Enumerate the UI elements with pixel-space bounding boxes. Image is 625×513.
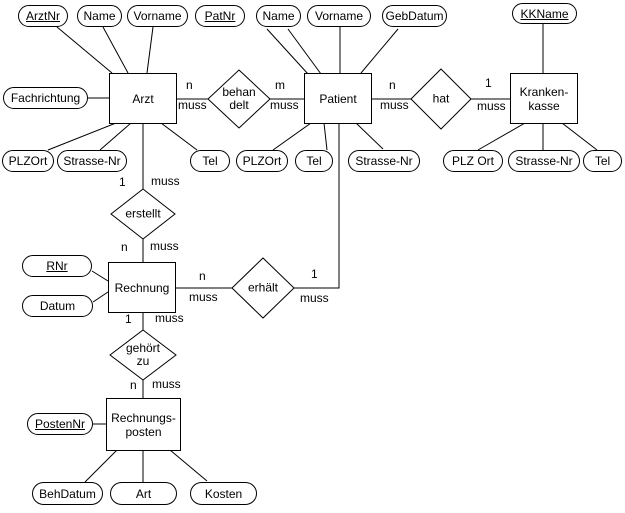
connector-name-patient <box>288 29 321 74</box>
relationship-behandelt-label: behan delt <box>222 85 256 112</box>
cardinality-rechnung-erhaelt-value: n <box>199 269 206 283</box>
attribute-krankenkasse-plz-ort: PLZ Ort <box>443 150 503 172</box>
entity-rechnung-label: Rechnung <box>114 280 170 295</box>
cardinality-erhaelt-patient-constraint: muss <box>300 291 329 305</box>
cardinality-arzt-erstellt-value: 1 <box>119 175 126 189</box>
cardinality-hat-krankenkasse-value: 1 <box>485 76 492 90</box>
relationship-gehoert-zu-label: gehört zu <box>125 341 161 368</box>
attribute-arzt-plzort: PLZOrt <box>2 150 54 172</box>
connector-rnr-rechnung <box>92 271 108 281</box>
entity-rechnungsposten <box>106 398 181 451</box>
attribute-rechnungsposten-art: Art <box>110 482 177 505</box>
connector-behdatum-rechnungsposten <box>85 450 117 482</box>
attribute-rechnung-datum: Datum <box>22 295 93 317</box>
entity-arzt-label: Arzt <box>132 91 154 106</box>
cardinality-rechnung-gehoertzu-constraint: muss <box>155 311 184 325</box>
entity-patient-label: Patient <box>319 91 357 106</box>
cardinality-arzt-behandelt-value: n <box>186 78 193 92</box>
attribute-arzt-tel: Tel <box>190 150 230 172</box>
cardinality-erstellt-rechnung-value: n <box>121 240 128 254</box>
cardinality-gehoertzu-rechnungsposten-value: n <box>130 378 137 392</box>
entity-rechnungsposten-label-line1: Rechnungs- <box>111 410 176 425</box>
attribute-arzt-fachrichtung: Fachrichtung <box>3 87 88 109</box>
attribute-patient-name: Name <box>256 5 301 27</box>
entity-krankenkasse <box>510 73 578 124</box>
relationship-erhaelt-label: erhält <box>247 280 279 295</box>
cardinality-behandelt-patient-value: m <box>275 78 285 92</box>
connector-datum-rechnung <box>93 292 108 302</box>
cardinality-gehoertzu-rechnungsposten-constraint: muss <box>152 377 181 391</box>
connector-patnr-patient <box>267 29 308 74</box>
attribute-patient-tel: Tel <box>295 150 333 172</box>
cardinality-rechnung-erhaelt-constraint: muss <box>189 290 218 304</box>
entity-arzt <box>109 73 177 124</box>
entity-krankenkasse-label-line2: kasse <box>528 98 560 113</box>
cardinality-arzt-behandelt-constraint: muss <box>178 98 207 112</box>
connector-erhaelt-patient <box>294 123 339 288</box>
attribute-arzt-vorname: Vorname <box>127 5 188 27</box>
connector-plzort-krankenkasse <box>478 123 525 150</box>
cardinality-rechnung-gehoertzu-value: 1 <box>125 312 132 326</box>
attribute-patient-vorname: Vorname <box>307 5 371 27</box>
cardinality-erstellt-rechnung-constraint: muss <box>150 239 179 253</box>
connector-tel-arzt <box>161 123 197 150</box>
cardinality-patient-hat-constraint: muss <box>380 98 409 112</box>
attribute-patient-gebdatum: GebDatum <box>382 5 447 27</box>
attribute-rechnung-rnr: RNr <box>22 255 92 277</box>
connector-plzort-patient <box>273 123 311 150</box>
attribute-patient-plzort: PLZOrt <box>236 150 288 172</box>
attribute-rechnungsposten-postennr: PostenNr <box>27 413 93 435</box>
relationship-erstellt-label: erstellt <box>125 206 161 221</box>
cardinality-behandelt-patient-constraint: muss <box>270 98 299 112</box>
attribute-arzt-strasse-nr: Strasse-Nr <box>57 150 127 172</box>
connector-name-arzt <box>103 27 128 73</box>
cardinality-patient-hat-value: n <box>389 78 396 92</box>
connector-plzort-arzt <box>48 123 116 150</box>
connector-arztnr-arzt <box>57 27 112 73</box>
connector-tel-patient <box>324 123 327 150</box>
connector-gebdatum-patient <box>361 29 398 73</box>
attribute-rechnungsposten-kosten: Kosten <box>190 482 257 505</box>
entity-krankenkasse-label-line1: Kranken- <box>519 84 569 99</box>
attribute-arzt-name: Name <box>77 5 122 27</box>
attribute-krankenkasse-strasse-nr: Strasse-Nr <box>508 150 580 172</box>
attribute-patient-patnr: PatNr <box>195 5 245 27</box>
attribute-krankenkasse-kkname: KKName <box>512 3 577 24</box>
entity-rechnung <box>108 262 176 313</box>
entity-rechnungsposten-label-line2: posten <box>125 424 162 439</box>
attribute-krankenkasse-tel: Tel <box>583 150 622 172</box>
attribute-arzt-arztnr: ArztNr <box>18 5 68 27</box>
relationship-hat-label: hat <box>432 91 450 106</box>
cardinality-hat-krankenkasse-constraint: muss <box>477 99 506 113</box>
connector-tel-krankenkasse <box>562 123 597 150</box>
connector-strassenr-patient <box>356 123 383 149</box>
cardinality-erhaelt-patient-value: 1 <box>311 267 318 281</box>
attribute-patient-strasse-nr: Strasse-Nr <box>348 150 420 172</box>
attribute-rechnungsposten-behdatum: BehDatum <box>32 482 103 505</box>
cardinality-arzt-erstellt-constraint: muss <box>151 174 180 188</box>
entity-patient <box>304 73 372 124</box>
connector-kosten-rechnungsposten <box>170 450 207 481</box>
connector-vorname-arzt <box>147 27 153 73</box>
